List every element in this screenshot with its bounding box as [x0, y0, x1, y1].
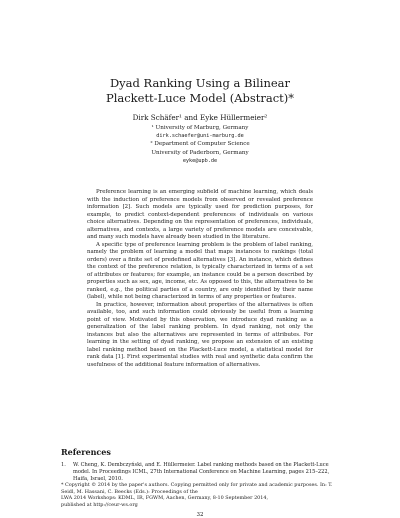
copyright-footnote	[61, 482, 341, 508]
abstract-body	[87, 189, 313, 369]
page-number: 32	[196, 512, 204, 518]
reference-text: W. Cheng, K. Dembczyński, and E. Hüllermeier. Label ranking methods based on the Plackett-Luce model. In Proceedings ICML, 27th International Conference on Machine Learning, pages 215–222, Haifa, Israel, 2010.	[73, 462, 330, 482]
footnote-line: published at http://ceur-ws.org	[61, 501, 138, 508]
reference-number: 1.	[61, 462, 66, 468]
paper-title	[0, 76, 400, 106]
email-address: eyke@upb.de	[182, 157, 218, 164]
affiliation-line: ¹ University of Marburg, Germany	[151, 125, 249, 131]
author-list: Dirk Schäfer¹ and Eyke Hüllermeier²	[132, 113, 268, 122]
reference-item	[61, 462, 341, 482]
affiliations	[0, 124, 400, 165]
affiliation-line: University of Paderborn, Germany	[151, 149, 249, 156]
reference-list	[61, 462, 341, 482]
abstract-paragraph: A specific type of preference learning problem is the problem of label ranking, namely the problem of learning a model that maps instances to rankings (total orders) over a finite set of predefined alternatives [3]. An instance, which defines the context of the preference relation, is typically characterized in terms of a set of attributes or features; for example, an instance could be a person described by properties such as sex, age, income, etc. As opposed to this, the alternatives to be ranked, e.g., the political parties of a country, are only identified by their name (label), while not being characterized in terms of any properties or features.	[87, 241, 313, 300]
footnote-line: * Copyright © 2014 by the paper's authors. Copying permitted only for private and academic purposes. In: T. Seidl, M. Hassani, C. Beecks (Eds.): Proceedings of the	[61, 482, 333, 495]
footnote-line: LWA 2014 Workshops: KDML, IR, FGWM, Aachen, Germany, 8-10 September 2014,	[61, 495, 269, 502]
abstract-paragraph: Preference learning is an emerging subfield of machine learning, which deals with the induction of preference models from observed or revealed preference information [2]. Such models are typically used for prediction purposes, for example, to predict context-dependent preferences of individuals on various choice alternatives. Depending on the representation of preferences, individuals, alternatives, and contexts, a large variety of preference models are conceivable, and many such models have already been studied in the literature.	[87, 189, 313, 240]
abstract-paragraph: In practice, however, information about properties of the alternatives is often available, too, and such information could obviously be useful from a learning point of view. Motivated by this observation, we introduce dyad ranking as a generalization of the label ranking problem. In dyad ranking, not only the instances but also the alternatives are represented in terms of attributes. For learning in the setting of dyad ranking, we propose an extension of an existing label ranking method based on the Plackett-Luce model, a statistical model for rank data [1]. First experimental studies with real and synthetic data confirm the usefulness of the additional feature information of alternatives.	[87, 301, 313, 368]
title-line-2: Plackett-Luce Model (Abstract)*	[105, 91, 295, 105]
affiliation-line: ² Department of Computer Science	[150, 141, 250, 148]
title-line-1: Dyad Ranking Using a Bilinear	[109, 76, 291, 90]
email-address: dirk.schaefer@uni-marburg.de	[156, 133, 244, 140]
references-heading: References	[61, 447, 111, 457]
